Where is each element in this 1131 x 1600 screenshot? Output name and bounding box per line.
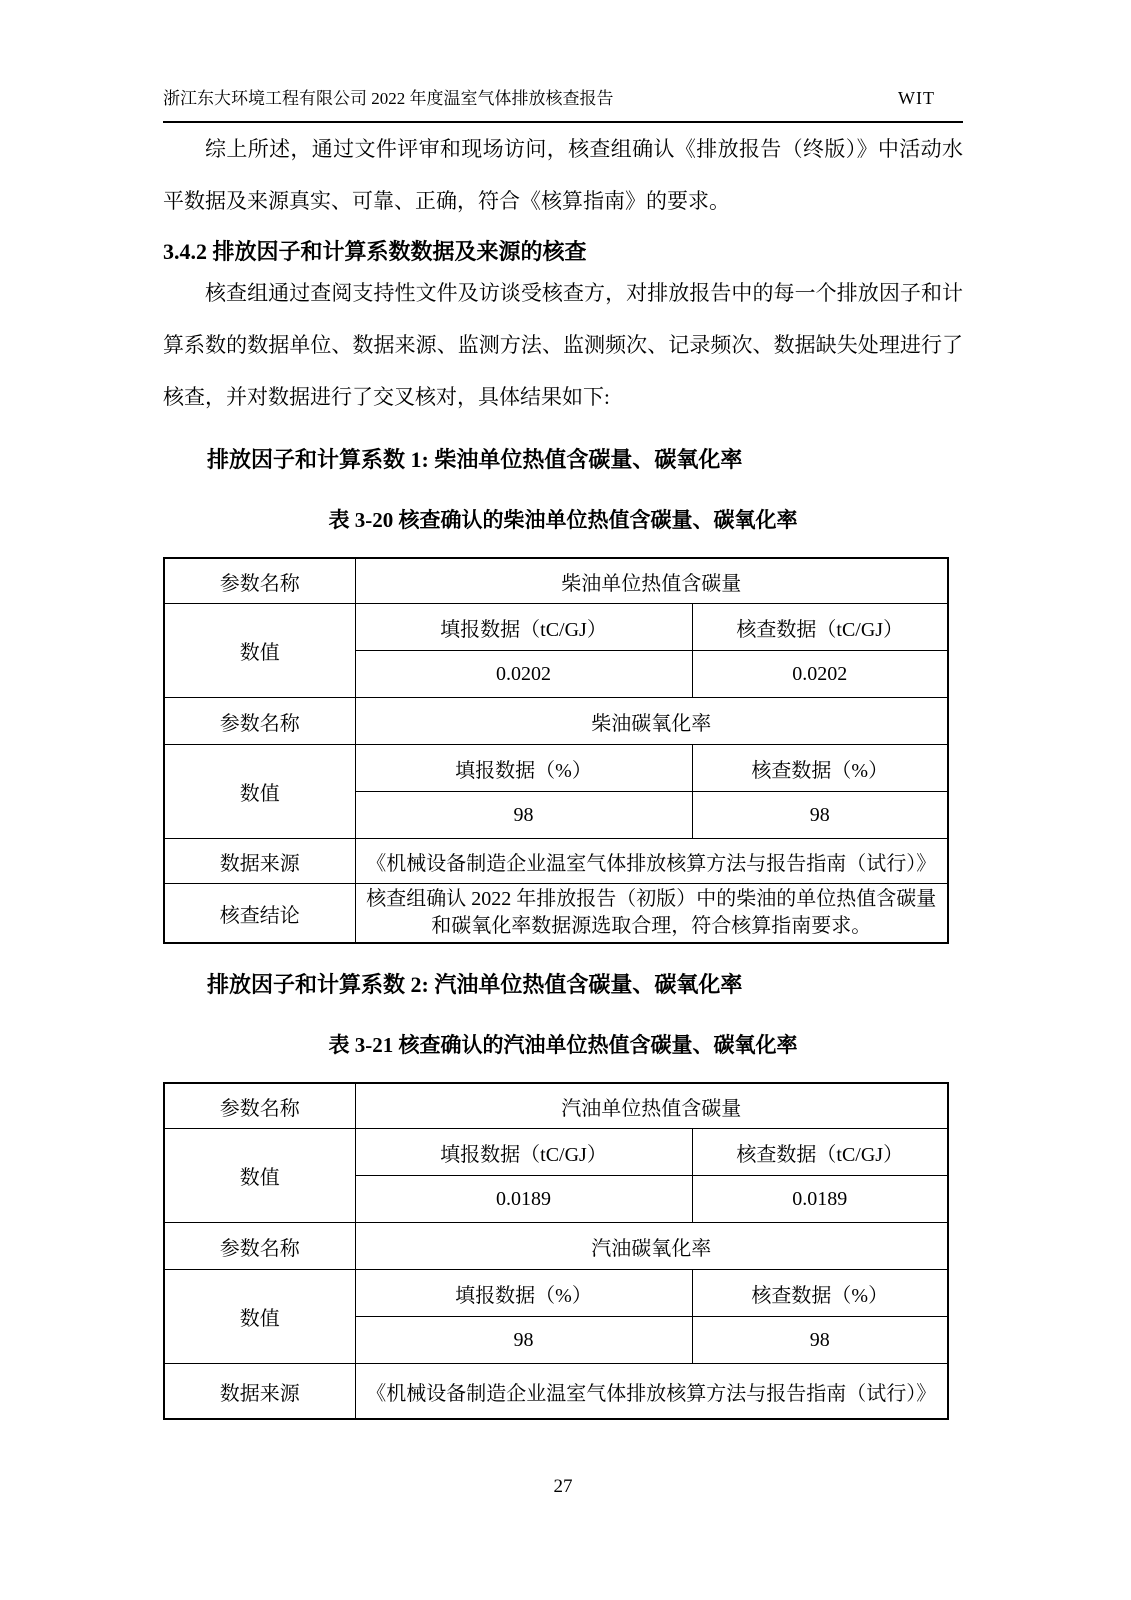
param-name-label-cell: 参数名称 [164,1223,355,1270]
table-3-21-caption: 表 3-21 核查确认的汽油单位热值含碳量、碳氧化率 [328,1033,798,1057]
section-heading [163,237,963,267]
param-name-label-cell: 参数名称 [164,1083,355,1129]
verified-data-value-cell: 98 [692,792,948,839]
param-name-value-cell: 柴油单位热值含碳量 [355,558,948,604]
verified-data-header-cell: 核查数据（%） [692,745,948,792]
table-row-conclusion [164,884,948,944]
section-title: 排放因子和计算系数数据及来源的核查 [212,239,587,264]
param-name-label-cell: 参数名称 [164,698,355,745]
reported-data-header-cell: 填报数据（tC/GJ） [355,1129,692,1176]
table-row-value-headers [164,745,948,792]
table-row-param2 [164,698,948,745]
data-source-value-cell: 《机械设备制造企业温室气体排放核算方法与报告指南（试行）》 [355,839,948,884]
verified-data-header-cell: 核查数据（tC/GJ） [692,1129,948,1176]
header-report-title: 浙江东大环境工程有限公司 2022 年度温室气体排放核查报告 [163,89,614,108]
reported-data-header-cell: 填报数据（%） [355,1270,692,1317]
table-3-21 [163,1082,949,1420]
reported-data-header-cell: 填报数据（%） [355,745,692,792]
param-name-value-cell: 汽油单位热值含碳量 [355,1083,948,1129]
section-body-paragraph: 核查组通过查阅支持性文件及访谈受核查方，对排放报告中的每一个排放因子和计算系数的数据单位、数据来源、监测方法、监测频次、记录频次、数据缺失处理进行了核查，并对数据进行了交叉核对，具体结果如下: [163,281,963,409]
table-row-param1 [164,558,948,604]
reported-data-header-cell: 填报数据（tC/GJ） [355,604,692,651]
page-number: 27 [553,1476,573,1497]
verified-data-header-cell: 核查数据（tC/GJ） [692,604,948,651]
section-number: 3.4.2 [163,239,207,264]
verified-data-value-cell: 98 [692,1317,948,1364]
value-label-cell: 数值 [164,1270,355,1364]
table-row-source [164,839,948,884]
table-row-source [164,1364,948,1420]
value-label-cell: 数值 [164,745,355,839]
page-header [163,0,963,123]
reported-data-value-cell: 98 [355,792,692,839]
verified-data-header-cell: 核查数据（%） [692,1270,948,1317]
conclusion-value-cell: 核查组确认 2022 年排放报告（初版）中的柴油的单位热值含碳量和碳氧化率数据源选取合理，符合核算指南要求。 [355,884,948,944]
data-source-label-cell: 数据来源 [164,839,355,884]
param-name-label-cell: 参数名称 [164,558,355,604]
factor-1-heading: 排放因子和计算系数 1: 柴油单位热值含碳量、碳氧化率 [207,447,743,472]
param-name-value-cell: 汽油碳氧化率 [355,1223,948,1270]
verified-data-value-cell: 0.0189 [692,1176,948,1223]
factor-2-heading: 排放因子和计算系数 2: 汽油单位热值含碳量、碳氧化率 [207,972,743,997]
value-label-cell: 数值 [164,604,355,698]
header-org-mark: WIT [898,88,935,108]
intro-paragraph: 综上所述，通过文件评审和现场访问，核查组确认《排放报告（终版）》中活动水平数据及来源真实、可靠、正确，符合《核算指南》的要求。 [163,137,963,213]
reported-data-value-cell: 0.0202 [355,651,692,698]
reported-data-value-cell: 0.0189 [355,1176,692,1223]
table-row-value-headers [164,604,948,651]
table-row-value-headers [164,1270,948,1317]
table-row-param1 [164,1083,948,1129]
table-row-value-headers [164,1129,948,1176]
data-source-label-cell: 数据来源 [164,1364,355,1420]
reported-data-value-cell: 98 [355,1317,692,1364]
data-source-value-cell: 《机械设备制造企业温室气体排放核算方法与报告指南（试行）》 [355,1364,948,1420]
verified-data-value-cell: 0.0202 [692,651,948,698]
value-label-cell: 数值 [164,1129,355,1223]
table-3-20 [163,557,949,944]
table-row-param2 [164,1223,948,1270]
conclusion-label-cell: 核查结论 [164,884,355,944]
param-name-value-cell: 柴油碳氧化率 [355,698,948,745]
table-3-20-caption: 表 3-20 核查确认的柴油单位热值含碳量、碳氧化率 [328,508,798,532]
